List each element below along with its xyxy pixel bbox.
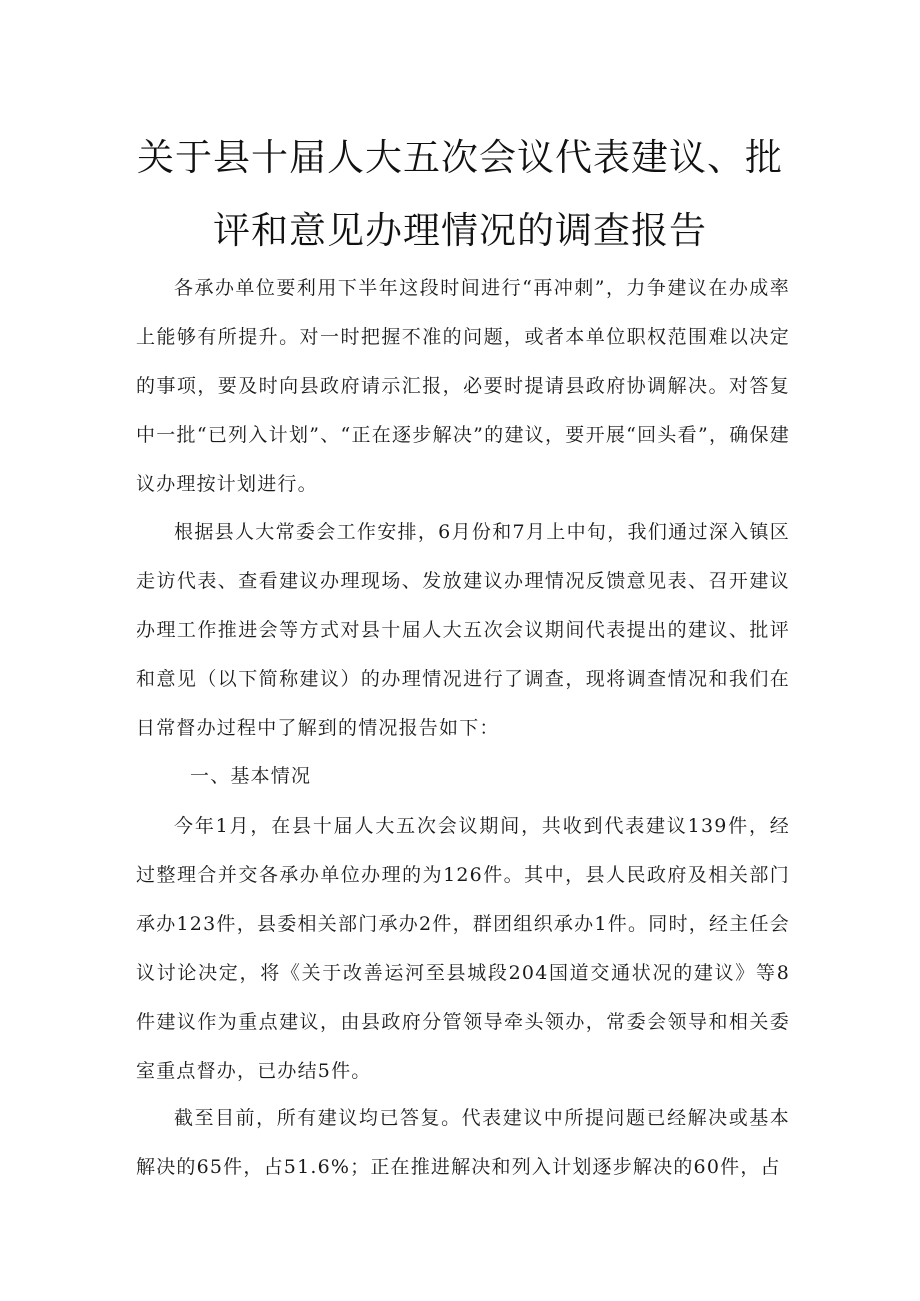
paragraph-current-status: 截至目前，所有建议均已答复。代表建议中所提问题已经解决或基本解决的65件，占51.6%；正在推进解决和列入计划逐步解决的60件，占 xyxy=(136,1107,790,1178)
paragraph-survey-intro: 根据县人大常委会工作安排，6月份和7月上中旬，我们通过深入镇区走访代表、查看建议办理现场、发放建议办理情况反馈意见表、召开建议办理工作推进会等方式对县十届人大五次会议期间代表提出的建议、批评和意见（以下简称建议）的办理情况进行了调查，现将调查情况和我们在日常督办过程中了解到的情况报告如下： xyxy=(136,521,790,739)
document-title-line-1: 关于县十届人大五次会议代表建议、批 xyxy=(137,136,783,179)
paragraph-suggestion-counts: 今年1月，在县十届人大五次会议期间，共收到代表建议139件，经过整理合并交各承办单位办理的为126件。其中，县人民政府及相关部门承办123件，县委相关部门承办2件，群团组织承办1件。同时，经主任会议讨论决定，将《关于改善运河至县城段204国道交通状况的建议》等8件建议作为重点建议，由县政府分管领导牵头领办，常委会领导和相关委室重点督办，已办结5件。 xyxy=(136,815,790,1082)
document-title-line-2: 评和意见办理情况的调查报告 xyxy=(213,209,707,252)
section-heading-basic-situation: 一、基本情况 xyxy=(190,765,312,787)
paragraph-recommendation: 各承办单位要利用下半年这段时间进行“再冲刺”，力争建议在办成率上能够有所提升。对一时把握不准的问题，或者本单位职权范围难以决定的事项，要及时向县政府请示汇报，必要时提请县政府协调解决。对答复中一批“已列入计划”、“正在逐步解决”的建议，要开展“回头看”，确保建议办理按计划进行。 xyxy=(136,277,790,495)
